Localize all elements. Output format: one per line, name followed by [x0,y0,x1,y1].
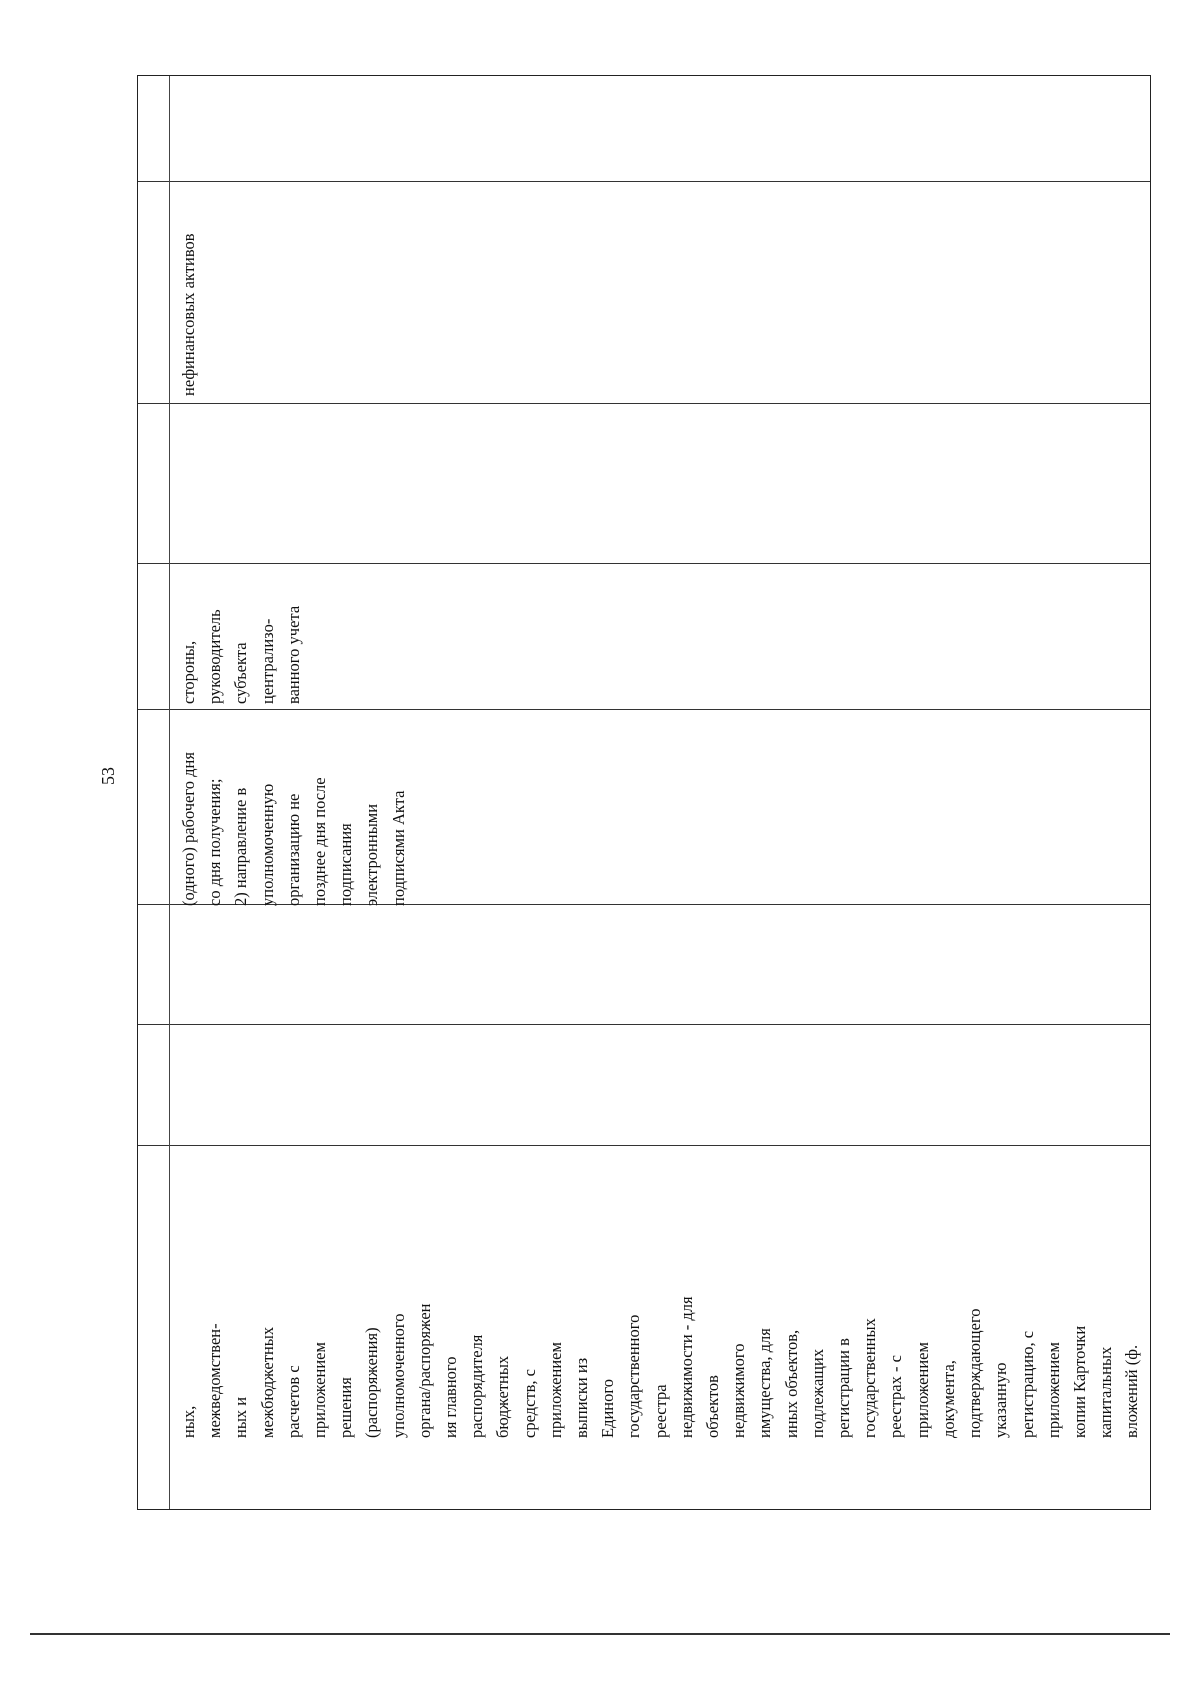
rotated-table [137,75,1151,1510]
row-separator [169,76,170,1509]
table-rule-7 [138,1145,1150,1146]
cell-responsible: стороны, руководитель субъекта централизо- ванного учета [179,605,303,704]
table-rule-1 [138,181,1150,182]
page-number: 53 [98,767,118,785]
cell-document-description: ных, межведомствен- ных и межбюджетных расчетов с приложением решения (распоряжения) уполномоченного органа/распоряжен ия главного распорядителя бюджетных средств, с приложением выписки из Единого государственного реестра недвижимости - для объектов недвижимого имущества, для иных объектов, подлежащих регистрации в государственных реестрах - с приложением документа, подтверждающего указанную регистрацию, с приложением копии Карточки капитальных вложений (ф. [179,1296,1142,1438]
table-rule-6 [138,1024,1150,1025]
table-rule-2 [138,403,1150,404]
cell-asset-type: нефинансовых активов [179,233,198,396]
page-bottom-rule [30,1633,1170,1635]
cell-deadline: (одного) рабочего дня со дня получения; 2) направление в уполномоченную организацию не позднее дня после подписания электронными подписями Акта [179,752,408,906]
